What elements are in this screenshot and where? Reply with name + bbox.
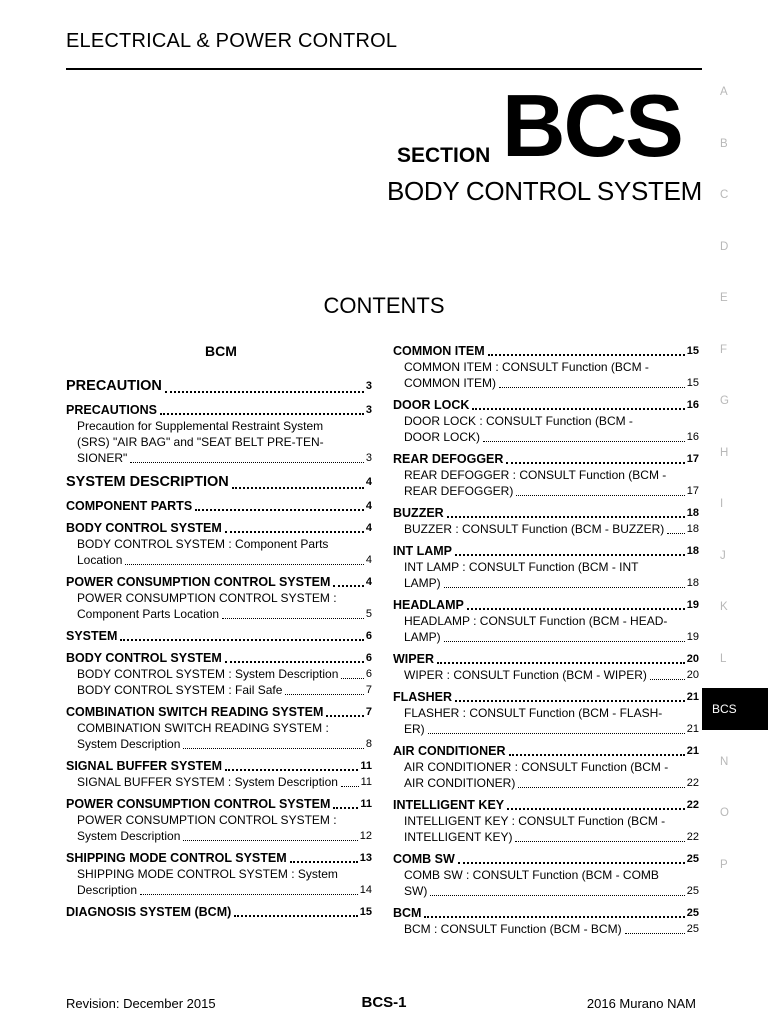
section-index-letter[interactable]: A (720, 86, 728, 98)
toc-entry-title: AIR CONDITIONER) (404, 776, 516, 790)
toc-entry-title: COMMON ITEM (393, 344, 485, 358)
toc-entry-title: HEADLAMP : CONSULT Function (BCM - HEAD- (404, 614, 668, 628)
toc-entry-title: Location (77, 553, 123, 567)
toc-dot-leader (225, 661, 364, 663)
toc-page-number: 16 (686, 399, 699, 411)
toc-entry-title: BUZZER (393, 506, 444, 520)
toc-dot-leader (165, 391, 364, 393)
toc-page-number: 4 (365, 554, 372, 566)
toc-entry-title: WIPER (393, 652, 434, 666)
toc-page-number: 12 (359, 830, 372, 842)
section-index-letter[interactable]: F (720, 343, 728, 356)
toc-entry-title: COMBINATION SWITCH READING SYSTEM (66, 705, 324, 719)
toc-entry-title: DOOR LOCK) (404, 430, 481, 444)
toc-page-number: 13 (359, 852, 372, 864)
toc-page-number: 21 (686, 691, 699, 703)
toc-dot-leader (428, 733, 685, 734)
toc-entry-title: REAR DEFOGGER (393, 452, 504, 466)
header-rule (66, 68, 702, 70)
toc-page-number: 25 (686, 907, 699, 919)
toc-entry-title: COMB SW : CONSULT Function (BCM - COMB (404, 868, 659, 882)
footer-page-number: BCS-1 (361, 994, 407, 1011)
toc-entry[interactable] (66, 590, 372, 622)
toc-page-number: 5 (365, 608, 372, 620)
toc-entry-title: BODY CONTROL SYSTEM (66, 521, 222, 535)
toc-entry[interactable] (66, 682, 372, 698)
toc-entry-title: POWER CONSUMPTION CONTROL SYSTEM : (77, 591, 337, 605)
toc-page-number: 7 (365, 684, 372, 696)
toc-dot-leader (183, 748, 364, 749)
toc-page-number: 19 (686, 599, 699, 611)
toc-entry-title: AIR CONDITIONER : CONSULT Function (BCM - (404, 760, 669, 774)
toc-entry[interactable] (393, 467, 699, 499)
toc-entry-title: BODY CONTROL SYSTEM (66, 651, 222, 665)
toc-entry-title: DIAGNOSIS SYSTEM (BCM) (66, 905, 232, 919)
toc-page-number: 25 (686, 885, 699, 897)
toc-entry[interactable] (393, 851, 699, 867)
toc-entry[interactable] (393, 521, 699, 537)
toc-page-number: 16 (686, 431, 699, 443)
toc-page-number: 18 (686, 507, 699, 519)
toc-entry-title: COMB SW (393, 852, 455, 866)
toc-entry[interactable] (66, 650, 372, 666)
toc-page-number: 8 (365, 738, 372, 750)
toc-entry-title: LAMP) (404, 630, 441, 644)
toc-entry[interactable] (393, 543, 699, 559)
toc-entry[interactable] (393, 559, 699, 591)
toc-page-number: 18 (686, 577, 699, 589)
toc-entry-title: SW) (404, 884, 428, 898)
toc-dot-leader (516, 495, 684, 496)
toc-dot-leader (183, 840, 357, 841)
toc-dot-leader (472, 408, 684, 410)
toc-entry-title: LAMP) (404, 576, 441, 590)
toc-dot-leader (483, 441, 685, 442)
toc-dot-leader (130, 462, 364, 463)
toc-entry[interactable] (393, 867, 699, 899)
toc-dot-leader (488, 354, 685, 356)
toc-dot-leader (518, 787, 684, 788)
toc-entry[interactable] (66, 758, 372, 774)
toc-entry[interactable] (66, 402, 372, 418)
toc-entry-title: Component Parts Location (77, 607, 220, 621)
toc-page-number: 3 (365, 380, 372, 392)
toc-entry-title: Precaution for Supplemental Restraint System (77, 419, 324, 433)
toc-dot-leader (222, 618, 364, 619)
toc-page-number: 21 (686, 745, 699, 757)
toc-entry[interactable] (393, 413, 699, 445)
toc-page-number: 22 (686, 831, 699, 843)
document-header: ELECTRICAL & POWER CONTROL (66, 30, 398, 52)
toc-page-number: 6 (365, 630, 372, 642)
toc-entry-title: SYSTEM DESCRIPTION (66, 474, 229, 490)
toc-page-number: 4 (365, 476, 372, 488)
toc-entry[interactable] (66, 774, 372, 790)
toc-page-number: 11 (360, 776, 372, 788)
toc-entry-title: FLASHER (393, 690, 453, 704)
section-index-letter[interactable]: L (720, 652, 727, 665)
toc-entry[interactable] (393, 343, 699, 359)
toc-dot-leader (333, 585, 364, 587)
toc-entry-title: DOOR LOCK : CONSULT Function (BCM - (404, 414, 633, 428)
contents-subheading: BCM (205, 343, 237, 359)
section-label: SECTION (397, 144, 491, 167)
toc-dot-leader (225, 531, 364, 533)
toc-entry[interactable] (66, 704, 372, 720)
toc-entry[interactable] (66, 796, 372, 812)
toc-page-number: 11 (360, 760, 372, 772)
toc-entry[interactable] (66, 498, 372, 514)
toc-dot-leader (234, 915, 357, 917)
toc-entry-title: PRECAUTIONS (66, 403, 157, 417)
toc-dot-leader (467, 608, 685, 610)
toc-dot-leader (458, 862, 685, 864)
toc-page-number: 15 (686, 345, 699, 357)
toc-entry-title: BUZZER : CONSULT Function (BCM - BUZZER) (404, 522, 665, 536)
toc-dot-leader (625, 933, 685, 934)
toc-entry[interactable] (393, 797, 699, 813)
toc-entry-title: INTELLIGENT KEY (393, 798, 505, 812)
toc-entry[interactable] (393, 813, 699, 845)
toc-dot-leader (341, 786, 359, 787)
toc-page-number: 3 (365, 404, 372, 416)
toc-entry-title: BCM : CONSULT Function (BCM - BCM) (404, 922, 622, 936)
toc-entry-title: HEADLAMP (393, 598, 464, 612)
toc-entry-title: System Description (77, 829, 181, 843)
toc-entry[interactable] (66, 472, 372, 492)
toc-page-number: 11 (360, 798, 372, 810)
toc-entry[interactable] (66, 520, 372, 536)
toc-dot-leader (455, 554, 685, 556)
section-name: BODY CONTROL SYSTEM (386, 176, 702, 206)
toc-page-number: 25 (686, 853, 699, 865)
toc-page-number: 4 (365, 576, 372, 588)
toc-entry-title: SIONER" (77, 451, 128, 465)
section-index-letter[interactable]: N (720, 755, 729, 768)
toc-left-column (66, 372, 372, 920)
toc-page-number: 7 (365, 706, 372, 718)
toc-entry-title: BODY CONTROL SYSTEM : Fail Safe (77, 683, 283, 697)
section-index-active-tab[interactable]: BCS (702, 688, 768, 730)
toc-dot-leader (507, 808, 685, 810)
toc-dot-leader (650, 679, 685, 680)
toc-dot-leader (444, 641, 685, 642)
toc-entry-title: System Description (77, 737, 181, 751)
toc-entry-title: COMPONENT PARTS (66, 499, 193, 513)
toc-dot-leader (225, 769, 358, 771)
toc-page-number: 4 (365, 522, 372, 534)
section-index-letter[interactable]: O (720, 807, 729, 819)
footer-model: 2016 Murano NAM (586, 996, 696, 1011)
toc-entry-title: SHIPPING MODE CONTROL SYSTEM (66, 851, 287, 865)
toc-entry-title: POWER CONSUMPTION CONTROL SYSTEM (66, 797, 331, 811)
toc-page-number: 18 (686, 523, 699, 535)
toc-entry[interactable] (393, 451, 699, 467)
toc-entry-title: FLASHER : CONSULT Function (BCM - FLASH- (404, 706, 663, 720)
toc-entry-title: INT LAMP (393, 544, 453, 558)
toc-entry[interactable] (66, 666, 372, 682)
toc-entry[interactable] (393, 667, 699, 683)
toc-page-number: 15 (686, 377, 699, 389)
toc-entry[interactable] (393, 613, 699, 645)
toc-entry[interactable] (393, 759, 699, 791)
section-index-letter[interactable]: P (720, 858, 728, 871)
toc-dot-leader (333, 807, 358, 809)
toc-right-column (393, 343, 699, 937)
toc-entry-title: BODY CONTROL SYSTEM : System Description (77, 667, 339, 681)
toc-entry[interactable] (393, 597, 699, 613)
section-index-letter[interactable]: K (720, 601, 728, 613)
toc-entry[interactable] (393, 743, 699, 759)
footer-revision: Revision: December 2015 (66, 996, 216, 1011)
toc-dot-leader (515, 841, 684, 842)
toc-entry[interactable] (393, 505, 699, 521)
toc-dot-leader (140, 894, 358, 895)
toc-dot-leader (125, 564, 364, 565)
toc-entry-title: INT LAMP : CONSULT Function (BCM - INT (404, 560, 639, 574)
toc-entry[interactable] (66, 418, 372, 466)
toc-entry[interactable] (66, 574, 372, 590)
toc-entry[interactable] (393, 921, 699, 937)
toc-page-number: 20 (686, 669, 699, 681)
section-index-letter[interactable]: E (720, 292, 728, 304)
toc-page-number: 6 (365, 652, 372, 664)
toc-entry[interactable] (66, 850, 372, 866)
section-index-letter[interactable]: C (720, 189, 729, 201)
toc-entry-title: SYSTEM (66, 629, 118, 643)
toc-dot-leader (447, 516, 685, 518)
toc-entry-title: SHIPPING MODE CONTROL SYSTEM : System (77, 867, 338, 881)
toc-page-number: 14 (359, 884, 372, 896)
toc-dot-leader (667, 533, 685, 534)
toc-page-number: 6 (365, 668, 372, 680)
toc-dot-leader (232, 487, 364, 489)
section-index-letter[interactable]: D (720, 240, 729, 253)
toc-entry-title: COMBINATION SWITCH READING SYSTEM : (77, 721, 329, 735)
toc-entry[interactable] (66, 866, 372, 898)
toc-page-number: 15 (359, 906, 372, 918)
toc-entry-title: ER) (404, 722, 425, 736)
toc-page-number: 19 (686, 631, 699, 643)
toc-dot-leader (160, 413, 364, 415)
toc-entry[interactable] (393, 397, 699, 413)
toc-entry[interactable] (66, 376, 372, 396)
toc-page-number: 18 (686, 545, 699, 557)
toc-entry[interactable] (66, 628, 372, 644)
toc-entry-title: POWER CONSUMPTION CONTROL SYSTEM (66, 575, 331, 589)
section-index-letter[interactable]: G (720, 395, 729, 407)
toc-entry[interactable] (393, 705, 699, 737)
section-code: BCS (502, 76, 682, 175)
toc-page-number: 17 (686, 453, 699, 465)
toc-entry-title: COMMON ITEM) (404, 376, 496, 390)
toc-page-number: 22 (686, 777, 699, 789)
toc-entry[interactable] (66, 536, 372, 568)
toc-dot-leader (509, 754, 685, 756)
toc-entry[interactable] (66, 904, 372, 920)
toc-entry-title: COMMON ITEM : CONSULT Function (BCM - (404, 360, 649, 374)
toc-entry[interactable] (393, 359, 699, 391)
toc-page-number: 20 (686, 653, 699, 665)
toc-entry[interactable] (66, 720, 372, 752)
toc-dot-leader (195, 509, 364, 511)
toc-entry-title: SIGNAL BUFFER SYSTEM : System Description (77, 775, 338, 789)
toc-entry-title: POWER CONSUMPTION CONTROL SYSTEM : (77, 813, 337, 827)
toc-dot-leader (444, 587, 685, 588)
toc-entry[interactable] (393, 905, 699, 921)
toc-page-number: 17 (686, 485, 699, 497)
toc-entry-title: INTELLIGENT KEY) (404, 830, 513, 844)
toc-page-number: 22 (686, 799, 699, 811)
toc-dot-leader (326, 715, 363, 717)
toc-dot-leader (499, 387, 685, 388)
toc-entry-title: REAR DEFOGGER) (404, 484, 514, 498)
toc-dot-leader (424, 916, 684, 918)
toc-page-number: 25 (686, 923, 699, 935)
section-index-letter[interactable]: H (720, 446, 729, 459)
toc-dot-leader (506, 462, 684, 464)
toc-entry-title: Description (77, 883, 138, 897)
toc-dot-leader (430, 895, 684, 896)
toc-dot-leader (341, 678, 363, 679)
section-index-letter[interactable]: I (720, 498, 724, 510)
toc-entry-title: SIGNAL BUFFER SYSTEM (66, 759, 223, 773)
contents-title: CONTENTS (323, 293, 445, 318)
toc-page-number: 21 (686, 723, 699, 735)
toc-dot-leader (290, 861, 358, 863)
toc-entry[interactable] (393, 651, 699, 667)
section-index-letter[interactable]: J (720, 549, 726, 562)
toc-entry-title: DOOR LOCK (393, 398, 470, 412)
toc-entry[interactable] (393, 689, 699, 705)
toc-entry-title: WIPER : CONSULT Function (BCM - WIPER) (404, 668, 647, 682)
section-index-letter[interactable]: B (720, 137, 728, 150)
toc-entry-title: BODY CONTROL SYSTEM : Component Parts (77, 537, 329, 551)
toc-dot-leader (285, 694, 363, 695)
toc-entry-title: PRECAUTION (66, 378, 162, 394)
toc-entry-title: AIR CONDITIONER (393, 744, 506, 758)
toc-entry-title: (SRS) "AIR BAG" and "SEAT BELT PRE-TEN- (77, 435, 324, 449)
toc-dot-leader (455, 700, 685, 702)
toc-dot-leader (437, 662, 685, 664)
toc-dot-leader (120, 639, 363, 641)
toc-entry-title: REAR DEFOGGER : CONSULT Function (BCM - (404, 468, 667, 482)
toc-entry[interactable] (66, 812, 372, 844)
toc-entry-title: BCM (393, 906, 422, 920)
toc-page-number: 4 (365, 500, 372, 512)
toc-entry-title: INTELLIGENT KEY : CONSULT Function (BCM - (404, 814, 666, 828)
toc-page-number: 3 (365, 452, 372, 464)
